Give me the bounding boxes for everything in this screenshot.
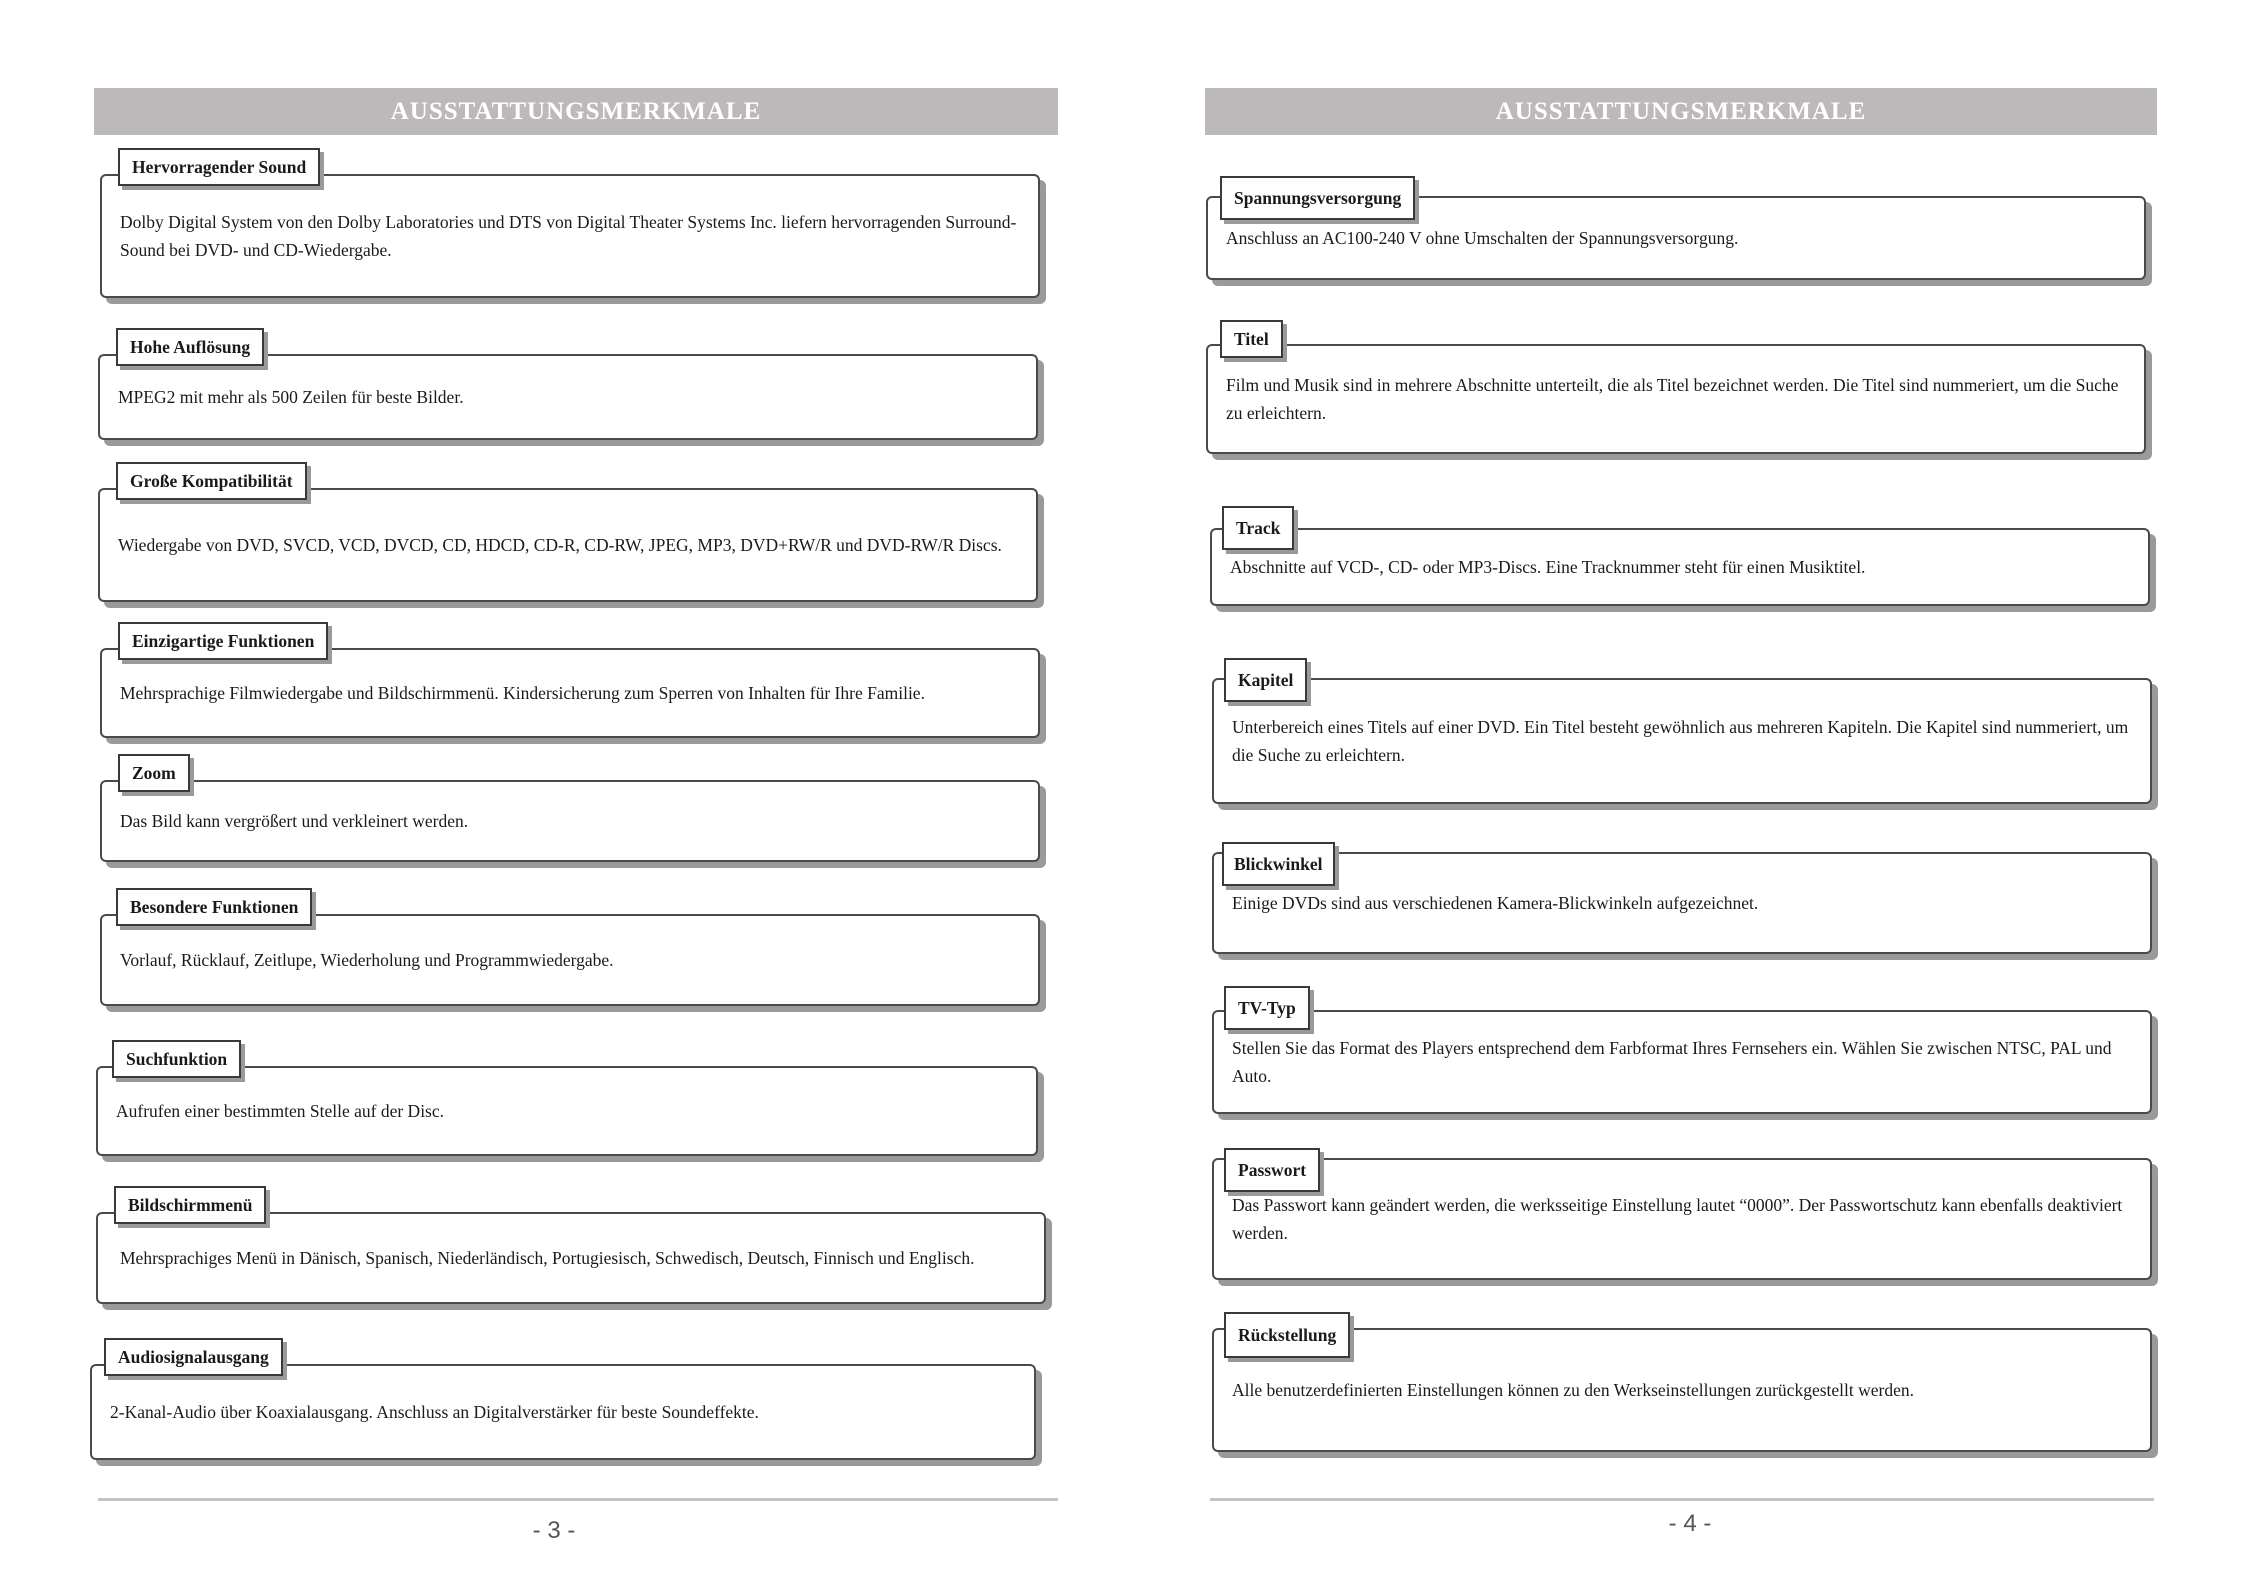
feature-besondere-funktionen [100, 888, 1040, 1006]
feature-text: Mehrsprachige Filmwiedergabe und Bildschirmmenü. Kindersicherung zum Sperren von Inhalten für Ihre Familie. [120, 683, 925, 703]
feature-text: Das Passwort kann geändert werden, die werksseitige Einstellung lautet “0000”. Der Passwortschutz kann ebenfalls deaktiviert werden. [1232, 1195, 2123, 1243]
feature-hervorragender-sound [100, 148, 1040, 298]
feature-audiosignalausgang [90, 1338, 1036, 1460]
page-left [0, 0, 1122, 1587]
footer-rule [1210, 1498, 2154, 1501]
feature-title: Track [1222, 506, 1294, 550]
feature-spannungsversorgung [1206, 176, 2146, 280]
feature-box [100, 914, 1040, 1006]
feature-text: Mehrsprachiges Menü in Dänisch, Spanisch, Niederländisch, Portugiesisch, Schwedisch, Deutsch, Finnisch und Englisch. [120, 1248, 975, 1268]
feature-title: Spannungsversorgung [1220, 176, 1415, 220]
feature-tv-typ [1212, 986, 2152, 1114]
feature-title: Hervorragender Sound [118, 148, 320, 186]
page-number: - 3 - [532, 1517, 576, 1544]
feature-text: Abschnitte auf VCD-, CD- oder MP3-Discs. Eine Tracknummer steht für einen Musiktitel. [1230, 557, 1866, 577]
feature-passwort [1212, 1148, 2152, 1280]
feature-box [1212, 852, 2152, 954]
feature-suchfunktion [96, 1040, 1038, 1156]
feature-text: Einige DVDs sind aus verschiedenen Kamera-Blickwinkeln aufgezeichnet. [1232, 893, 1759, 913]
feature-box [90, 1364, 1036, 1460]
feature-box [1212, 678, 2152, 804]
feature-title: Besondere Funktionen [116, 888, 312, 926]
feature-kapitel [1212, 658, 2152, 804]
feature-text: MPEG2 mit mehr als 500 Zeilen für beste Bilder. [118, 387, 464, 407]
feature-rueckstellung [1212, 1312, 2152, 1452]
feature-text: Anschluss an AC100-240 V ohne Umschalten der Spannungsversorgung. [1226, 228, 1739, 248]
feature-box [1212, 1158, 2152, 1280]
feature-box [96, 1212, 1046, 1304]
feature-box [100, 648, 1040, 738]
feature-title: Kapitel [1224, 658, 1307, 702]
feature-title: Suchfunktion [112, 1040, 241, 1078]
feature-title: Einzigartige Funktionen [118, 622, 328, 660]
page-number: - 4 - [1668, 1510, 1712, 1537]
feature-text: Stellen Sie das Format des Players entsprechend dem Farbformat Ihres Fernsehers ein. Wählen Sie zwischen NTSC, PAL und Auto. [1232, 1038, 2112, 1086]
feature-box [1206, 344, 2146, 454]
feature-titel [1206, 320, 2146, 454]
page-header: AUSSTATTUNGSMERKMALE [94, 88, 1058, 135]
feature-text: Dolby Digital System von den Dolby Laboratories und DTS von Digital Theater Systems Inc. liefern hervorragenden Surround-Sound bei DVD- und CD-Wiedergabe. [120, 212, 1017, 260]
feature-text: Film und Musik sind in mehrere Abschnitte unterteilt, die als Titel bezeichnet werden. Die Titel sind nummeriert, um die Suche zu erleichtern. [1226, 375, 2119, 423]
feature-title: Blickwinkel [1222, 842, 1335, 886]
feature-bildschirmmenue [96, 1186, 1046, 1304]
feature-text: Aufrufen einer bestimmten Stelle auf der Disc. [116, 1101, 445, 1121]
feature-text: Das Bild kann vergrößert und verkleinert werden. [120, 811, 469, 831]
feature-box [1212, 1010, 2152, 1114]
feature-box [100, 174, 1040, 298]
feature-box [98, 354, 1038, 440]
feature-track [1210, 506, 2150, 606]
feature-title: Passwort [1224, 1148, 1320, 1192]
feature-box [98, 488, 1038, 602]
feature-grosse-kompatibilitaet [98, 462, 1038, 602]
feature-einzigartige-funktionen [100, 622, 1040, 738]
feature-title: Zoom [118, 754, 190, 792]
feature-title: Titel [1220, 320, 1283, 358]
feature-text: 2-Kanal-Audio über Koaxialausgang. Anschluss an Digitalverstärker für beste Soundeffekte. [110, 1402, 759, 1422]
feature-text: Vorlauf, Rücklauf, Zeitlupe, Wiederholung und Programmwiedergabe. [120, 950, 614, 970]
feature-title: TV-Typ [1224, 986, 1310, 1030]
feature-text: Alle benutzerdefinierten Einstellungen können zu den Werkseinstellungen zurückgestellt werden. [1232, 1380, 1914, 1400]
page-header: AUSSTATTUNGSMERKMALE [1205, 88, 2157, 135]
feature-title: Hohe Auflösung [116, 328, 264, 366]
feature-title: Große Kompatibilität [116, 462, 307, 500]
feature-title: Bildschirmmenü [114, 1186, 266, 1224]
feature-text: Wiedergabe von DVD, SVCD, VCD, DVCD, CD, HDCD, CD-R, CD-RW, JPEG, MP3, DVD+RW/R und DVD-RW/R Discs. [118, 535, 1002, 555]
footer-rule [98, 1498, 1058, 1501]
feature-box [100, 780, 1040, 862]
feature-box [1210, 528, 2150, 606]
feature-text: Unterbereich eines Titels auf einer DVD. Ein Titel besteht gewöhnlich aus mehreren Kapiteln. Die Kapitel sind nummeriert, um die Suche zu erleichtern. [1232, 717, 2129, 765]
feature-blickwinkel [1212, 842, 2152, 954]
feature-hohe-aufloesung [98, 328, 1038, 440]
feature-zoom [100, 754, 1040, 862]
page-right [1122, 0, 2245, 1587]
feature-box [96, 1066, 1038, 1156]
feature-title: Audiosignalausgang [104, 1338, 283, 1376]
feature-box [1212, 1328, 2152, 1452]
feature-title: Rückstellung [1224, 1312, 1350, 1358]
